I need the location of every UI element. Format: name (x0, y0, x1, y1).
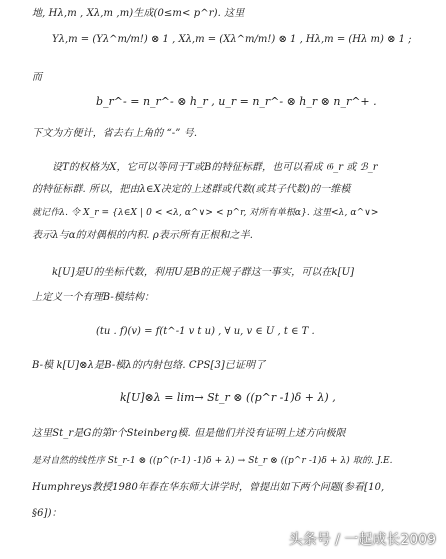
text-line: 而 (32, 72, 43, 83)
text-line: Humphreys教授1980年春在华东师大讲学时，曾提出如下两个问题(参看[10, (32, 482, 385, 493)
text-line: 这里St_r是G的第r个Steinberg模. 但是他们并没有证明上述方向极限 (32, 428, 346, 439)
text-line: 的特征标群. 所以，把由λ∈X决定的上述群或代数(或其子代数)的一维模 (32, 184, 351, 195)
text-line: k[U]是U的坐标代数，利用U是B的正规子群这一事实，可以在k[U] (52, 267, 355, 278)
watermark: 头条号 / 一起成长2009 (288, 532, 436, 548)
formula-b-u: b_r^- = n_r^- ⊗ h_r , u_r = n_r^- ⊗ h_r ⊗ n_r^+ . (96, 95, 377, 108)
text-line: 是对自然的线性序 St_r-1 ⊗ ((p^(r-1) -1)δ + λ) → St_r ⊗ ((p^r -1)δ + λ) 取的. J.E. (32, 456, 393, 466)
formula-action: (tu . f)(v) = f(t^-1 v t u) , ∀ u, v ∈ U , t ∈ T . (96, 326, 315, 337)
text-line: 上定义一个有理B-模结构： (32, 292, 155, 303)
text-line: §6])： (32, 508, 62, 519)
text-line: 下文为方便计，省去右上角的 “-” 号. (32, 128, 198, 139)
formula-y-x-h: Yλ,m = (Yλ^m/m!) ⊗ 1 , Xλ,m = (Xλ^m/m!) ⊗ 1 , Hλ,m = (Hλ m) ⊗ 1 ; (52, 34, 412, 45)
formula-limit: k[U]⊗λ = lim→ St_r ⊗ ((p^r -1)δ + λ) , (120, 391, 336, 404)
text-line: 设T的权格为X，它可以等同于T或B的特征标群，也可以看成 𝔊_r 或 ℬ_r (52, 162, 378, 173)
text-line: B-模 k[U]⊗λ是B-模λ的内射包络. CPS[3]已证明了 (32, 360, 266, 371)
text-line: 就记作λ. 令 X_r = {λ∈X | 0 < <λ, α^∨> < p^r, 对所有单根α}. 这里<λ, α^∨> (32, 208, 379, 218)
text-line: 地, Hλ,m , Xλ,m ,m)生成(0≤m< p^r). 这里 (32, 8, 245, 19)
text-line: 表示λ与α的对偶根的内积. ρ表示所有正根和之半. (32, 230, 254, 241)
